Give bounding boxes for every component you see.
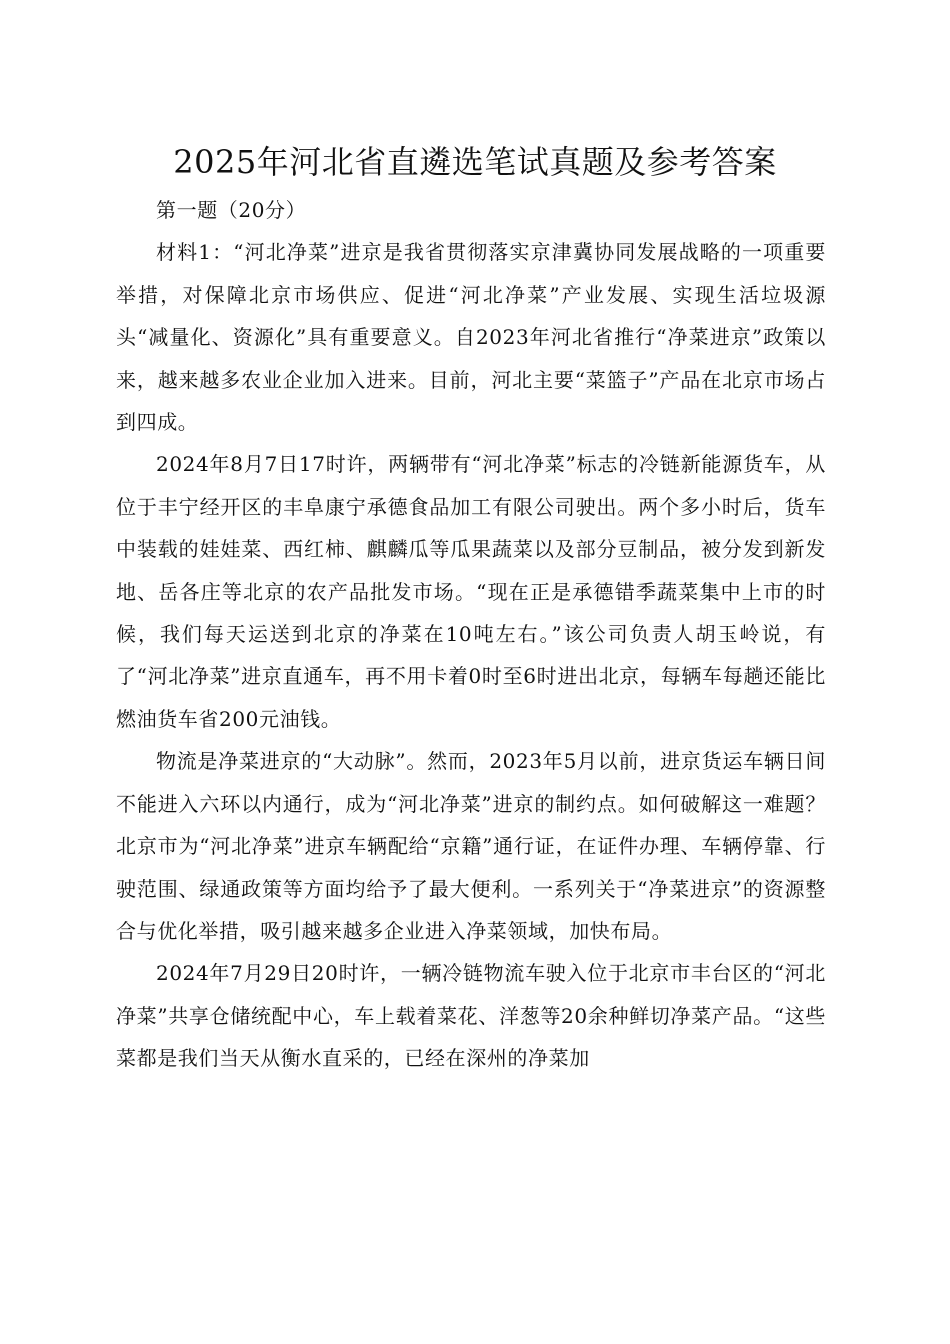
section-heading: 第一题（20分） [156,198,307,222]
paragraph-4: 2024年7月29日20时许，一辆冷链物流车驶入位于北京市丰台区的“河北净菜”共享仓储统配中心，车上载着菜花、洋葱等20余种鲜切净菜产品。“这些菜都是我们当天从衡水直采的，已经在深州的净菜加 [116,961,826,1071]
document-title: 2025年河北省直遴选笔试真题及参考答案 [173,143,777,181]
paragraph-material-1: 材料1：“河北净菜”进京是我省贯彻落实京津冀协同发展战略的一项重要举措，对保障北京市场供应、促进“河北净菜”产业发展、实现生活垃圾源头“减量化、资源化”具有重要意义。自2023年河北省推行“净菜进京”政策以来，越来越多农业企业加入进来。目前，河北主要“菜篮子”产品在北京市场占到四成。 [116,240,826,435]
paragraph-3: 物流是净菜进京的“大动脉”。然而，2023年5月以前，进京货运车辆日间不能进入六环以内通行，成为“河北净菜”进京的制约点。如何破解这一难题？北京市为“河北净菜”进京车辆配给“京籍”通行证，在证件办理、车辆停靠、行驶范围、绿通政策等方面均给予了最大便利。一系列关于“净菜进京”的资源整合与优化举措，吸引越来越多企业进入净菜领域，加快布局。 [116,749,826,943]
document-body [116,189,826,1080]
paragraph-2: 2024年8月7日17时许，两辆带有“河北净菜”标志的冷链新能源货车，从位于丰宁经开区的丰阜康宁承德食品加工有限公司驶出。两个多小时后，货车中装载的娃娃菜、西红柿、麒麟瓜等瓜果蔬菜以及部分豆制品，被分发到新发地、岳各庄等北京的农产品批发市场。“现在正是承德错季蔬菜集中上市的时候，我们每天运送到北京的净菜在10吨左右。”该公司负责人胡玉岭说，有了“河北净菜”进京直通车，再不用卡着0时至6时进出北京，每辆车每趟还能比燃油货车省200元油钱。 [116,452,826,731]
